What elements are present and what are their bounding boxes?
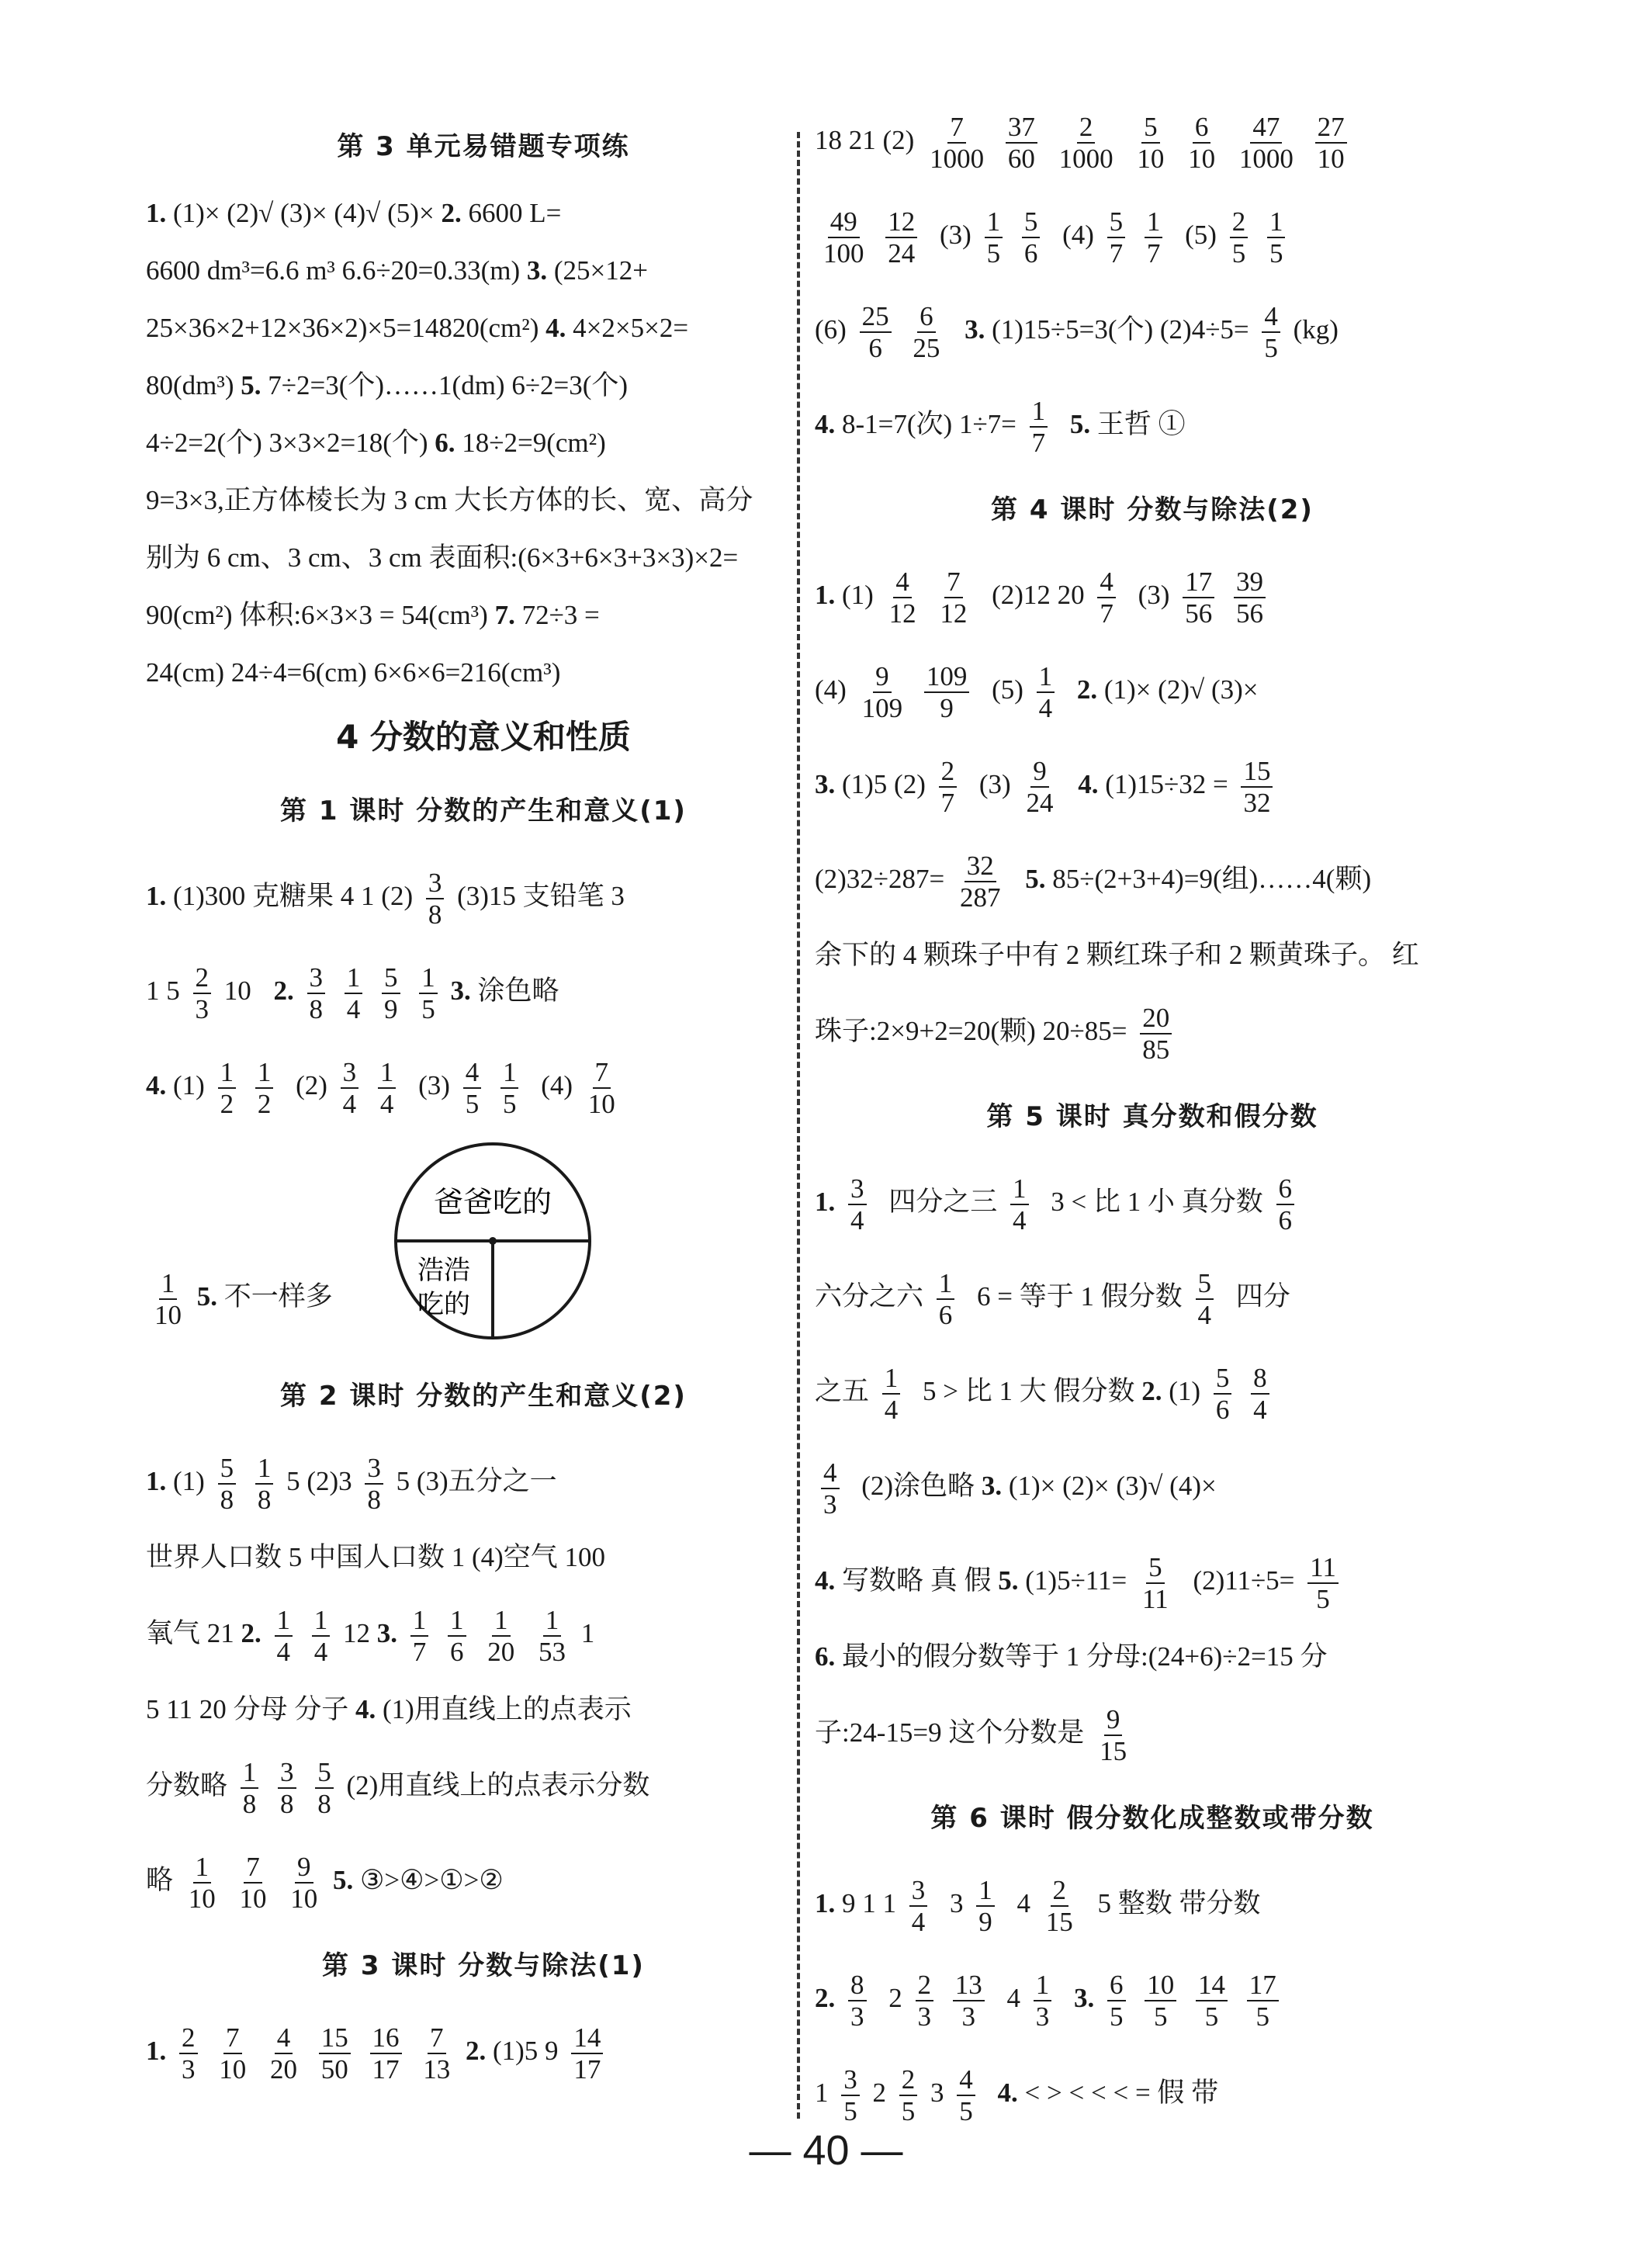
fraction: $\frac{5}{8}$	[218, 1453, 237, 1515]
fraction: $\frac{17}{56}$	[1183, 567, 1214, 629]
fraction: $\frac{1}{6}$	[937, 1268, 955, 1330]
fraction: $\frac{6}{6}$	[1276, 1173, 1295, 1235]
fraction: $\frac{49}{100}$	[823, 206, 864, 269]
fraction: $\frac{9}{24}$	[1026, 755, 1054, 818]
fraction: $\frac{5}{11}$	[1141, 1551, 1169, 1614]
fraction: $\frac{1}{9}$	[976, 1875, 995, 1937]
fraction: $\frac{1}{7}$	[1030, 396, 1048, 458]
lesson-title: 第 6 课时 假分数化成整数或带分数	[930, 1803, 1374, 1834]
fraction: $\frac{5}{7}$	[1107, 206, 1126, 269]
answer-line: 1. (1)300 克糖果 4 1 (2) $\frac{3}{8}$ (3)15 支铅笔 3	[146, 867, 625, 930]
fraction: $\frac{25}{6}$	[860, 301, 892, 363]
answer-line: 1. (1)× (2)√ (3)× (4)√ (5)× 2. 6600 L=	[146, 198, 562, 228]
fraction: $\frac{12}{24}$	[885, 206, 917, 269]
fraction: $\frac{7}{1000}$	[930, 111, 985, 174]
fraction: $\frac{2}{7}$	[939, 756, 958, 818]
answer-line: 6. 最小的假分数等于 1 分母:(24+6)÷2=15 分	[815, 1641, 1328, 1672]
fraction: $\frac{37}{60}$	[1006, 112, 1037, 174]
fraction: $\frac{6}{25}$	[913, 300, 940, 363]
fraction: $\frac{3}{8}$	[307, 962, 326, 1024]
pie-label-top: 爸爸吃的	[433, 1185, 552, 1219]
fraction: $\frac{16}{17}$	[370, 2022, 402, 2085]
fraction: $\frac{39}{56}$	[1234, 567, 1266, 629]
fraction: $\frac{3}{4}$	[341, 1057, 359, 1119]
answer-line: 80(dm³) 5. 7÷2=3(个)……1(dm) 6÷2=3(个)	[146, 370, 629, 400]
fraction: $\frac{2}{3}$	[193, 962, 212, 1024]
fraction: $\frac{2}{5}$	[1230, 206, 1249, 269]
answer-line: $\frac{1}{10}$ 5. 不一样多	[146, 1249, 333, 1344]
right-column	[815, 109, 1490, 2140]
fraction: $\frac{1}{53}$	[539, 1604, 566, 1667]
fraction: $\frac{1}{5}$	[1267, 206, 1286, 269]
fraction: $\frac{1}{5}$	[419, 962, 438, 1024]
section-title: 第 3 单元易错题专项练	[337, 131, 630, 162]
answer-line: 2. $\frac{8}{3}$ 2 $\frac{2}{3}$ $\frac{13}{3}$ 4 $\frac{1}{3}$ 3. $\frac{6}{5}$ $\frac{10}{5}$ $\frac{14}{5}$ $\frac{17}{5}$	[815, 1951, 1490, 2046]
fraction: $\frac{3}{4}$	[848, 1173, 867, 1235]
fraction: $\frac{7}{10}$	[587, 1056, 615, 1119]
fraction: $\frac{9}{10}$	[290, 1851, 318, 1914]
answer-line: 4. (1) $\frac{1}{2}$ $\frac{1}{2}$ (2) $\frac{3}{4}$ $\frac{1}{4}$ (3) $\frac{4}{5}$ $\frac{1}{5}$ (4) $\frac{7}{10}$	[146, 1038, 821, 1133]
answer-line: 1 5 $\frac{2}{3}$ 10 2. $\frac{3}{8}$ $\frac{1}{4}$ $\frac{5}{9}$ $\frac{1}{5}$ 3. 涂色略	[146, 962, 559, 1024]
answer-line: (6) $\frac{25}{6}$ $\frac{6}{25}$ 3. (1)15÷5=3(个) (2)4÷5= $\frac{4}{5}$ (kg)	[815, 300, 1339, 363]
answer-line: 氧气 21 2. $\frac{1}{4}$ $\frac{1}{4}$ 12 3. $\frac{1}{7}$ $\frac{1}{6}$ $\frac{1}{20}$ $\frac{1}{53}$ 1	[146, 1604, 595, 1667]
answer-line: 别为 6 cm、3 cm、3 cm 表面积:(6×3+6×3+3×3)×2=	[146, 542, 739, 573]
answer-line: $\frac{49}{100}$ $\frac{12}{24}$ (3) $\frac{1}{5}$ $\frac{5}{6}$ (4) $\frac{5}{7}$ $\frac{1}{7}$ (5) $\frac{2}{5}$ $\frac{1}{5}$	[815, 188, 1490, 282]
fraction: $\frac{4}{3}$	[821, 1457, 840, 1520]
fraction: $\frac{9}{109}$	[861, 660, 903, 723]
page-number: — 40 —	[749, 2127, 903, 2174]
fraction: $\frac{3}{8}$	[365, 1453, 383, 1515]
answer-line: 1. (1) $\frac{4}{12}$ $\frac{7}{12}$ (2)12 20 $\frac{4}{7}$ (3) $\frac{17}{56}$ $\frac{39}{56}$	[815, 548, 1490, 643]
answer-line: 子:24-15=9 这个分数是 $\frac{9}{15}$	[815, 1686, 1490, 1780]
fraction: $\frac{20}{85}$	[1140, 1003, 1172, 1065]
fraction: $\frac{9}{15}$	[1100, 1703, 1127, 1766]
answer-line: 24(cm) 24÷4=6(cm) 6×6×6=216(cm³)	[146, 657, 561, 688]
fraction: $\frac{11}{5}$	[1307, 1552, 1339, 1614]
answer-line: 1 $\frac{3}{5}$ 2 $\frac{2}{5}$ 3 $\frac{4}{5}$ 4. < > < < < = 假 带	[815, 2064, 1219, 2126]
fraction: $\frac{4}{5}$	[957, 2064, 975, 2126]
fraction: $\frac{2}{1000}$	[1058, 111, 1113, 174]
fraction: $\frac{4}{5}$	[1262, 301, 1280, 363]
fraction: $\frac{2}{3}$	[916, 1970, 934, 2032]
fraction: $\frac{4}{5}$	[463, 1057, 482, 1119]
fraction: $\frac{3}{4}$	[909, 1875, 928, 1937]
fraction: $\frac{1}{4}$	[1037, 661, 1055, 723]
fraction: $\frac{14}{17}$	[571, 2022, 603, 2085]
fraction: $\frac{4}{7}$	[1097, 567, 1116, 629]
answer-line: 世界人口数 5 中国人口数 1 (4)空气 100	[146, 1542, 606, 1572]
answer-line: 1. $\frac{3}{4}$ 四分之三 $\frac{1}{4}$ 3 < 比 1 小 真分数 $\frac{6}{6}$	[815, 1155, 1490, 1249]
fraction: $\frac{7}{10}$	[219, 2022, 247, 2085]
answer-line: 25×36×2+12×36×2)×5=14820(cm²) 4. 4×2×5×2=	[146, 313, 689, 343]
fraction: $\frac{7}{10}$	[239, 1851, 267, 1914]
fraction: $\frac{1}{4}$	[882, 1363, 901, 1425]
answer-line: 珠子:2×9+2=20(颗) 20÷85= $\frac{20}{85}$	[815, 984, 1490, 1079]
fraction: $\frac{2}{15}$	[1045, 1874, 1073, 1937]
fraction: $\frac{3}{8}$	[426, 868, 445, 930]
fraction: $\frac{2}{3}$	[179, 2022, 198, 2085]
fraction: $\frac{1}{2}$	[218, 1057, 237, 1119]
fraction: $\frac{47}{1000}$	[1238, 111, 1294, 174]
fraction: $\frac{4}{12}$	[888, 566, 916, 629]
fraction: $\frac{14}{5}$	[1196, 1970, 1228, 2032]
fraction: $\frac{8}{3}$	[848, 1970, 867, 2032]
fraction: $\frac{1}{5}$	[500, 1057, 519, 1119]
fraction: $\frac{27}{10}$	[1315, 112, 1347, 174]
fraction: $\frac{32}{287}$	[960, 850, 1001, 913]
fraction: $\frac{5}{6}$	[1214, 1363, 1232, 1425]
answer-line: 18 21 (2) $\frac{7}{1000}$ $\frac{37}{60}$ $\frac{2}{1000}$ $\frac{5}{10}$ $\frac{6}{10}$ $\frac{47}{1000}$ $\frac{27}{10}$	[815, 93, 1490, 188]
lesson-title: 第 4 课时 分数与除法(2)	[991, 494, 1314, 525]
fraction: $\frac{1}{6}$	[448, 1605, 466, 1667]
fraction: $\frac{10}{5}$	[1145, 1970, 1176, 2032]
fraction: $\frac{1}{7}$	[410, 1605, 429, 1667]
answer-line: 4÷2=2(个) 3×3×2=18(个) 6. 18÷2=9(cm²)	[146, 428, 606, 458]
fraction: $\frac{1}{3}$	[1034, 1970, 1052, 2032]
answer-line: 六分之六 $\frac{1}{6}$ 6 = 等于 1 假分数 $\frac{5}{4}$ 四分	[815, 1267, 1290, 1330]
fraction: $\frac{2}{5}$	[899, 2064, 918, 2126]
unit-title: 4 分数的意义和性质	[336, 718, 631, 756]
fraction: $\frac{1}{10}$	[188, 1851, 216, 1914]
fraction: $\frac{109}{9}$	[924, 661, 970, 723]
answer-line: 4. 8-1=7(次) 1÷7= $\frac{1}{7}$ 5. 王哲 ①	[815, 395, 1186, 458]
answer-line: 1. 9 1 1 $\frac{3}{4}$ 3 $\frac{1}{9}$ 4 $\frac{2}{15}$ 5 整数 带分数	[815, 1874, 1261, 1937]
fraction: $\frac{15}{32}$	[1241, 756, 1273, 818]
fraction: $\frac{7}{12}$	[940, 566, 968, 629]
fraction: $\frac{6}{10}$	[1188, 111, 1216, 174]
fraction: $\frac{7}{13}$	[423, 2022, 451, 2085]
answer-line: 分数略 $\frac{1}{8}$ $\frac{3}{8}$ $\frac{5}{8}$ (2)用直线上的点表示分数	[146, 1756, 650, 1819]
answer-line: 之五 $\frac{1}{4}$ 5 > 比 1 大 假分数 2. (1) $\frac{5}{6}$ $\frac{8}{4}$	[815, 1344, 1490, 1439]
answer-line: 余下的 4 颗珠子中有 2 颗红珠子和 2 颗黄珠子。 红	[815, 940, 1419, 970]
fraction: $\frac{3}{5}$	[841, 2064, 860, 2126]
answer-line: 1. (1) $\frac{5}{8}$ $\frac{1}{8}$ 5 (2)3 $\frac{3}{8}$ 5 (3)五分之一	[146, 1452, 557, 1515]
left-column	[146, 109, 821, 2098]
answer-line: 90(cm²) 体积:6×3×3 = 54(cm³) 7. 72÷3 =	[146, 600, 600, 630]
fraction: $\frac{4}{20}$	[270, 2022, 297, 2085]
fraction: $\frac{1}{20}$	[487, 1604, 515, 1667]
fraction: $\frac{5}{10}$	[1137, 111, 1165, 174]
fraction: $\frac{6}{5}$	[1107, 1970, 1126, 2032]
fraction: $\frac{8}{4}$	[1251, 1363, 1269, 1425]
pie-label-left-2: 吃的	[417, 1289, 470, 1320]
fraction: $\frac{1}{4}$	[312, 1605, 331, 1667]
fraction: $\frac{1}{8}$	[255, 1453, 274, 1515]
pie-label-left-1: 浩浩	[417, 1255, 470, 1286]
answer-line: (4) $\frac{9}{109}$ $\frac{109}{9}$ (5) $\frac{1}{4}$ 2. (1)× (2)√ (3)×	[815, 660, 1259, 723]
answer-line: 略 $\frac{1}{10}$ $\frac{7}{10}$ $\frac{9}{10}$ 5. ③>④>①>②	[146, 1851, 504, 1914]
fraction: $\frac{5}{6}$	[1022, 206, 1041, 269]
lesson-title: 第 5 课时 真分数和假分数	[986, 1101, 1318, 1132]
fraction: $\frac{3}{8}$	[278, 1757, 296, 1819]
answer-line: (2)32÷287= $\frac{32}{287}$ 5. 85÷(2+3+4)=9(组)……4(颗)	[815, 850, 1372, 913]
pie-diagram	[393, 1141, 593, 1341]
fraction: $\frac{1}{5}$	[985, 206, 1003, 269]
fraction: $\frac{1}{4}$	[1010, 1173, 1029, 1235]
answer-line: 9=3×3,正方体棱长为 3 cm 大长方体的长、宽、高分	[146, 485, 753, 515]
answer-line: 4. 写数略 真 假 5. (1)5÷11= $\frac{5}{11}$ (2)11÷5= $\frac{11}{5}$	[815, 1534, 1490, 1628]
answer-line: $\frac{4}{3}$ (2)涂色略 3. (1)× (2)× (3)√ (4)×	[815, 1439, 1490, 1534]
answer-line: 3. (1)5 (2) $\frac{2}{7}$ (3) $\frac{9}{24}$ 4. (1)15÷32 = $\frac{15}{32}$	[815, 737, 1490, 832]
fraction: $\frac{17}{5}$	[1247, 1970, 1279, 2032]
fraction: $\frac{5}{4}$	[1196, 1268, 1214, 1330]
fraction: $\frac{1}{4}$	[275, 1605, 293, 1667]
answer-line: 1. $\frac{2}{3}$ $\frac{7}{10}$ $\frac{4}{20}$ $\frac{15}{50}$ $\frac{16}{17}$ $\frac{7}{13}$ 2. (1)5 9 $\frac{14}{17}$	[146, 2004, 821, 2098]
fraction: $\frac{5}{8}$	[315, 1757, 334, 1819]
answer-line: 5 11 20 分母 分子 4. (1)用直线上的点表示	[146, 1694, 632, 1724]
fraction: $\frac{1}{4}$	[378, 1057, 397, 1119]
answer-line: 6600 dm³=6.6 m³ 6.6÷20=0.33(m) 3. (25×12+	[146, 255, 649, 286]
fraction: $\frac{1}{4}$	[345, 962, 363, 1024]
fraction: $\frac{1}{10}$	[154, 1267, 182, 1330]
pie-figure-row	[146, 1133, 821, 1358]
fraction: $\frac{1}{7}$	[1145, 206, 1163, 269]
fraction: $\frac{1}{8}$	[241, 1757, 259, 1819]
lesson-title: 第 3 课时 分数与除法(1)	[322, 1950, 645, 1981]
lesson-title: 第 2 课时 分数的产生和意义(2)	[280, 1381, 687, 1412]
lesson-title: 第 1 课时 分数的产生和意义(1)	[280, 795, 687, 827]
fraction: $\frac{5}{9}$	[382, 962, 400, 1024]
fraction: $\frac{15}{50}$	[319, 2022, 351, 2085]
fraction: $\frac{1}{2}$	[255, 1057, 274, 1119]
fraction: $\frac{13}{3}$	[953, 1970, 985, 2032]
